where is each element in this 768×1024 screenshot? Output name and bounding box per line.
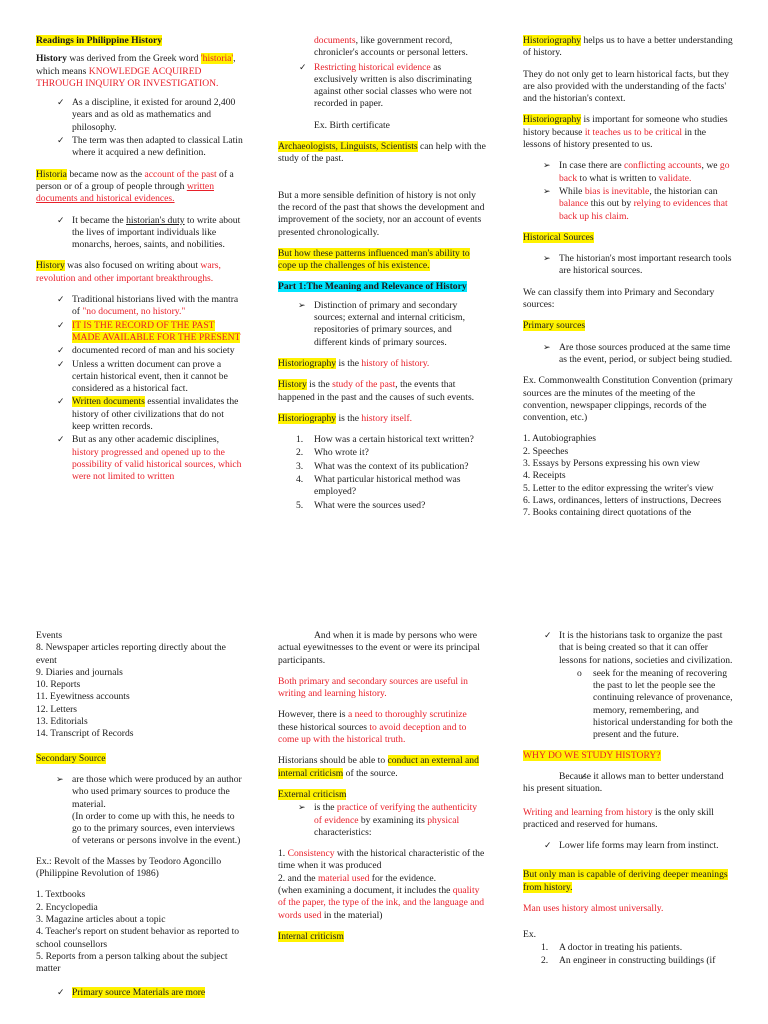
list-item: 5. Letter to the editor expressing the writer's view <box>523 482 714 494</box>
list-item: 2. Speeches <box>523 445 569 457</box>
list-item: 6. Laws, ordinances, letters of instructions, Decrees <box>523 494 722 506</box>
column-3: Historiography helps us to have a better understanding of history. They do not only get to learn historical facts, but they are also provided with the understanding of the facts' and the historian's context. Historiography is important for someone who studies history because it teaches us to be critical in the lessons of history presented to us. ➢ In case there are conflicting accounts, we go back to what is written to validate. ➢ While bias is inevitable, the historian can balance this out by relying to evidences that back up his claim. Historical Sources ➢ The historian's most important research tools are historical sources. We can classify them into Primary and Secondary sources: Primary sources ➢ Are those sources produced at the same time as the event, period, or subject being studied. Ex. Commonwealth Constitution Convention (primary sources are the minutes of the meeting of the convention, newspaper clippings, records of the convention, etc.) 1. Autobiographies 2. Speeches 3. Essays by Persons expressing his own view 4. Receipts 5. Letter to the editor expressing the writer's view 6. Laws, ordinances, letters of instructions, Decrees 7. Books containing direct quotations of the <box>523 35 733 520</box>
list-item: 8. Newspaper articles reporting directly about the event <box>36 642 226 666</box>
list-item: 2. Who wrote it? <box>296 447 369 459</box>
list-item: ✓ documented record of man and his society <box>36 345 244 357</box>
section-heading: Historical Sources <box>523 231 594 243</box>
column-6: ✓ It is the historians task to organize the past that is being created so that it can offer lessons for nations, societies and civilization. o seek for the meaning of recovering the past to let the people see the continuing relevance of provenance, memory, remembering, and historical understanding for both the present and the future. WHY DO WE STUDY HISTORY? ✓ Because it allows man to better understand his present situation. Writing and learning from history is the only skill practiced and reserved for humans. ✓ Lower life forms may learn from instinct. But only man is capable of deriving deeper meanings from history. Man uses history almost universally. Ex. 1. A doctor in treating his patients. 2. An engineer in constructing buildings (if <box>523 630 735 976</box>
column-1 <box>36 35 244 493</box>
list-item: ✓ It became the historian's duty to write about the lives of important individuals like monarchs, heroes, saints, and nobilities. <box>36 215 244 252</box>
list-item: ✓ IT IS THE RECORD OF THE PAST MADE AVAILABLE FOR THE PRESENT <box>36 320 244 345</box>
list-item: 10. Reports <box>36 679 81 691</box>
list-item: 14. Transcript of Records <box>36 728 134 740</box>
section-heading: Primary sources <box>523 320 586 332</box>
list-item: ➢ The historian's most important research tools are historical sources. <box>523 253 733 278</box>
list-item: ✓ The term was then adapted to classical Latin where it acquired a new definition. <box>36 135 244 160</box>
list-item: 2. Encyclopedia <box>36 901 98 913</box>
list-item: ➢ While bias is inevitable, the historian can balance this out by relying to evidences that back up his claim. <box>523 186 733 223</box>
list-item: ➢ is the practice of verifying the authenticity of evidence by examining its physical characteristics: <box>278 802 486 839</box>
definition-paragraph: But a more sensible definition of history is not only the record of the past that shows the development and improvement of the society, nor an account of events presented chronologically. <box>278 189 485 238</box>
list-traditional <box>36 294 244 483</box>
list-item: ✓ Primary source Materials are more <box>36 987 244 999</box>
primary-sources-list <box>523 433 733 519</box>
wars-paragraph: History was also focused on writing about wars, revolution and other important breakthroughs. <box>36 260 221 284</box>
questions-list <box>278 434 486 512</box>
list-item: 1. Textbooks <box>36 889 86 901</box>
list-item: 1. Autobiographies <box>523 433 597 445</box>
list-item: ➢ are those which were produced by an author who used primary sources to produce the material. (In order to come up with this, he needs to go to the primary sources, even interviews of veterans or persons involve in the event.) <box>36 774 244 848</box>
list-item: 1. How was a certain historical text written? <box>296 434 474 446</box>
section-heading: Internal criticism <box>278 930 344 942</box>
doc-title: Readings in Philippine History <box>36 35 163 46</box>
example-text: Ex. Birth certificate <box>314 119 390 131</box>
list-item: 3. What was the context of its publication? <box>296 460 469 472</box>
list-item: 3. Essays by Persons expressing his own view <box>523 458 700 470</box>
list-item: ✓ Because it allows man to better understand his present situation. <box>523 771 735 796</box>
historia-paragraph: Historia became now as the account of the past of a person or of a group of people through written documents and historical evidences. <box>36 168 234 205</box>
section-heading: WHY DO WE STUDY HISTORY? <box>523 749 661 761</box>
list-item: 12. Letters <box>36 703 78 715</box>
list-item: 9. Diaries and journals <box>36 666 123 678</box>
secondary-sources-list <box>36 889 244 975</box>
list-item: ➢ In case there are conflicting accounts, we go back to what is written to validate. <box>523 160 733 185</box>
list-item: 2. An engineer in constructing buildings (if <box>541 954 716 966</box>
list-item: ➢ Are those sources produced at the same time as the event, period, or subject being studied. <box>523 342 733 367</box>
list-item: 3. Magazine articles about a topic <box>36 913 166 925</box>
list-item: ✓ Lower life forms may learn from instinct. <box>523 840 735 852</box>
examples-list <box>523 942 735 968</box>
list-duty <box>36 215 244 252</box>
list-item: ✓ It is the historians task to organize the past that is being created so that it can offer lessons for nations, societies and civilization. <box>523 630 735 667</box>
list-item: 7. Books containing direct quotations of the <box>523 507 692 519</box>
list-discipline <box>36 97 244 159</box>
list-item: ✓ Written documents essential invalidates the history of other civilizations that do not keep written records. <box>36 396 244 433</box>
list-item: ✓ Restricting historical evidence as exclusively written is also discriminating against other social classes who were not recorded in paper. <box>278 62 486 111</box>
history-definition: History was derived from the Greek word 'historia', which means KNOWLEDGE ACQUIRED THROUGH INQUIRY OR INVESTIGATION. <box>36 53 236 89</box>
list-item: ➢ Distinction of primary and secondary sources; external and internal criticism, repositories of primary sources, and different kinds of primary sources. <box>278 300 486 349</box>
list-item: o seek for the meaning of recovering the past to let the people see the continuing relevance of provenance, memory, remembering, and historical understanding for both the present and the future. <box>523 668 735 742</box>
list-item: ✓ But as any other academic disciplines, history progressed and opened up to the possibility of valid historical sources, which were not limited to written <box>36 434 244 483</box>
list-item: ✓ Unless a written document can prove a certain historical event, then it cannot be considered as a historical fact. <box>36 359 244 396</box>
list-item: ✓ As a discipline, it existed for around 2,400 years and as old as mathematics and philosophy. <box>36 97 244 134</box>
list-item: 1. A doctor in treating his patients. <box>541 941 683 953</box>
list-item: 11. Eyewitness accounts <box>36 691 130 703</box>
section-heading: Part 1:The Meaning and Relevance of History <box>278 281 467 293</box>
list-item: 4. What particular historical method was employed? <box>296 474 461 498</box>
list-item: ✓ Traditional historians lived with the mantra of "no document, no history." <box>36 294 244 319</box>
column-2: documents, like government record, chronicler's accounts or personal letters. ✓ Restricting historical evidence as exclusively written is also discriminating against other social classes who were not recorded in paper. Ex. Birth certificate Archaeologists, Linguists, Scientists can help with the study of the past. But a more sensible definition of history is not only the record of the past that shows the development and improvement of the society, nor an account of events presented chronologically. But how these patterns influenced man's ability to cope up the challenges of his existence. Part 1:The Meaning and Relevance of History ➢ Distinction of primary and secondary sources; external and internal criticism, repositories of primary sources, and different kinds of primary sources. Historiography is the history of history. History is the study of the past, the events that happened in the past and the causes of such events. Historiography is the history itself. 1. How was a certain historical text written? 2. Who wrote it? 3. What was the context of its publication? 4. What particular historical method was employed? 5. What were the sources used? <box>278 35 486 521</box>
section-heading: External criticism <box>278 788 347 800</box>
list-item: 5. Reports from a person talking about the subject matter <box>36 950 228 975</box>
column-4: Events 8. Newspaper articles reporting directly about the event 9. Diaries and journals 10. Reports 11. Eyewitness accounts 12. Letters 13. Editorials 14. Transcript of Records Secondary Source ➢ are those which were produced by an author who used primary sources to produce the material. (In order to come up with this, he needs to go to the primary sources, even interviews of veterans or persons involve in the event.) Ex.: Revolt of the Masses by Teodoro Agoncillo (Philippine Revolution of 1986) 1. Textbooks 2. Encyclopedia 3. Magazine articles about a topic 4. Teacher's report on student behavior as reported to school counsellors 5. Reports from a person talking about the subject matter ✓ Primary source Materials are more <box>36 630 244 1009</box>
list-item: 5. What were the sources used? <box>296 499 426 511</box>
list-item: 4. Receipts <box>523 470 566 482</box>
list-item: 4. Teacher's report on student behavior as reported to school counsellors <box>36 926 240 950</box>
column-5: And when it is made by persons who were actual eyewitnesses to the event or were its principal participants. Both primary and secondary sources are useful in writing and learning history. However, there is a need to thoroughly scrutinize these historical sources to avoid deception and to come up with the historical truth. Historians should be able to conduct an external and internal criticism of the source. External criticism ➢ is the practice of verifying the authenticity of evidence by examining its physical characteristics: 1. Consistency with the historical characteristic of the time when it was produced 2. and the material used for the evidence. (when examining a document, it includes the quality of the paper, the type of the ink, and the language and words used in the material) Internal criticism <box>278 630 486 952</box>
list-item: 13. Editorials <box>36 716 88 728</box>
section-heading: Secondary Source <box>36 752 106 764</box>
